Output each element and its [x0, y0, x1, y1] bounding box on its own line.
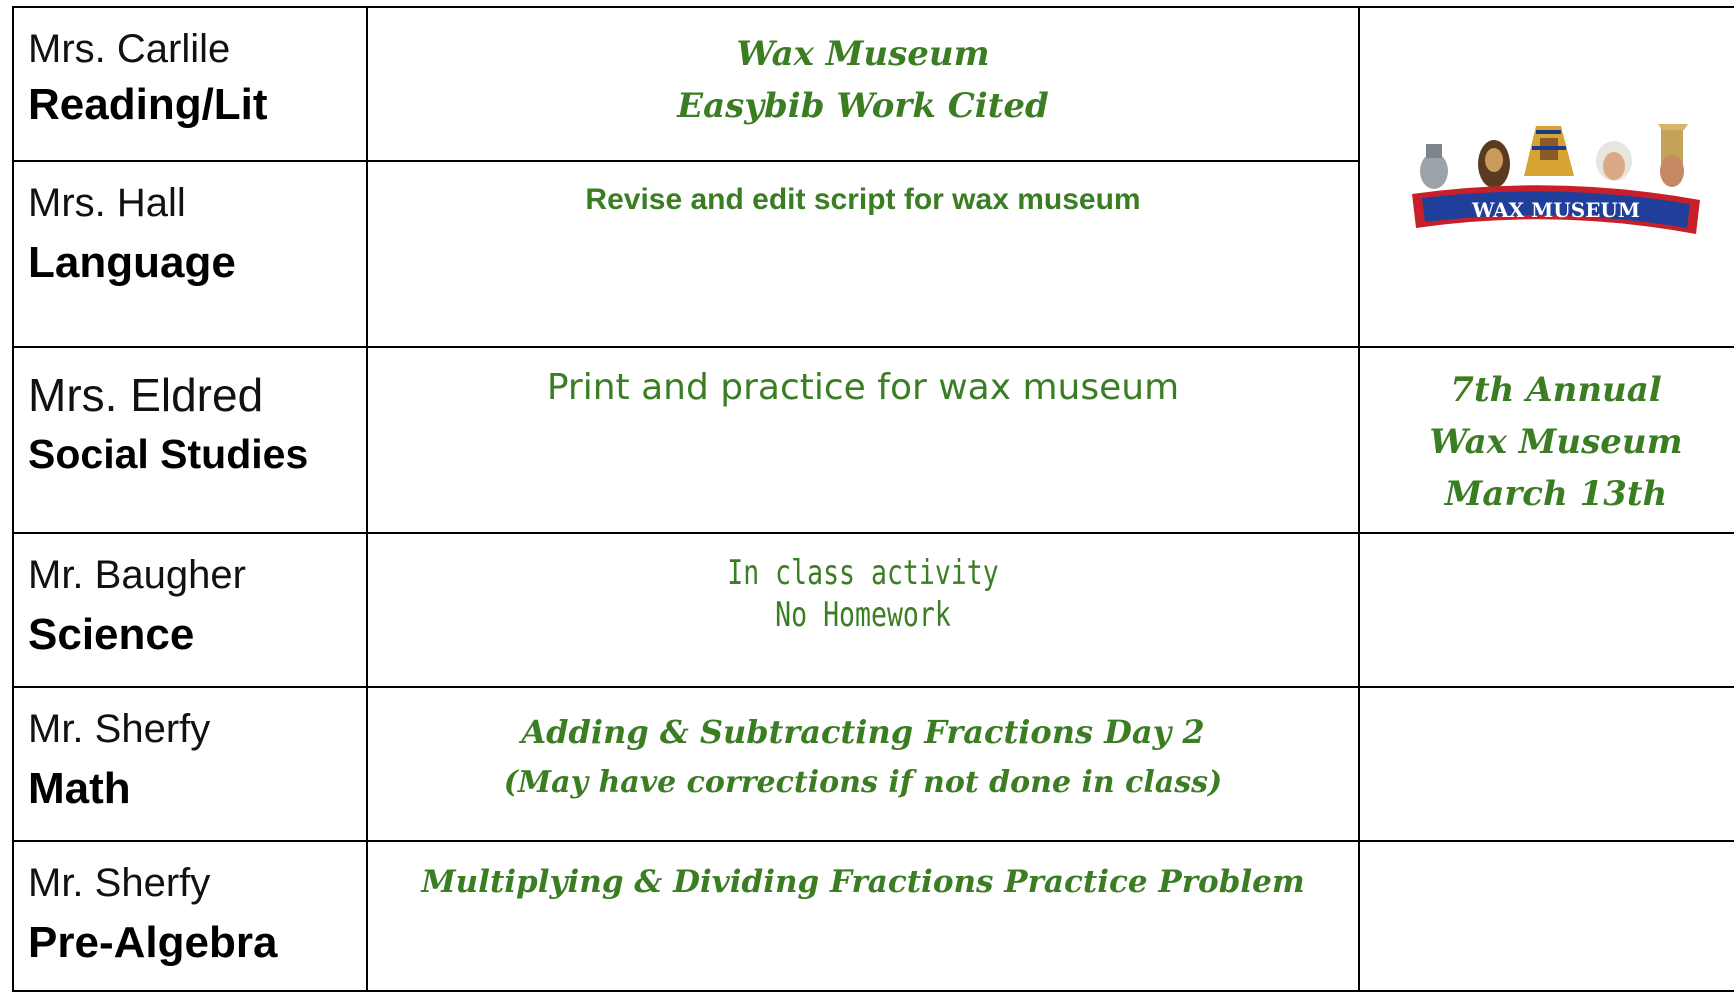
wax-museum-logo	[1406, 116, 1706, 256]
assignment-line: Easybib Work Cited	[677, 86, 1049, 126]
teacher-cell	[13, 841, 367, 991]
teacher-cell	[13, 7, 367, 161]
subject-name: Science	[28, 610, 195, 659]
teacher-name: Mr. Sherfy	[28, 707, 211, 751]
assignment-cell	[367, 533, 1359, 687]
teacher-name: Mrs. Carlile	[28, 27, 231, 71]
subject-name: Pre-Algebra	[28, 918, 278, 967]
teacher-name: Mrs. Eldred	[28, 369, 264, 421]
assignment-line: Print and practice for wax museum	[546, 367, 1180, 408]
teacher-cell	[13, 347, 367, 533]
assignment-line: Wax Museum	[736, 34, 990, 74]
empty-cell	[1359, 687, 1734, 841]
assignment-line: (May have corrections if not done in class)	[503, 765, 1223, 800]
assignment-line: No Homework	[775, 595, 951, 635]
assignment-line: Multiplying & Dividing Fractions Practice Problem	[421, 864, 1305, 900]
subject-name: Language	[28, 238, 236, 287]
teacher-cell	[13, 687, 367, 841]
teacher-cell	[13, 533, 367, 687]
homework-table	[12, 6, 1734, 992]
empty-cell	[1359, 841, 1734, 991]
assignment-cell	[367, 687, 1359, 841]
figures-icon	[1420, 124, 1688, 189]
logo-cell	[1359, 7, 1734, 347]
subject-name: Reading/Lit	[28, 80, 268, 129]
table-row	[13, 841, 1734, 991]
assignment-line: Revise and edit script for wax museum	[585, 183, 1141, 216]
subject-name: Social Studies	[28, 431, 309, 477]
event-line: Wax Museum	[1429, 422, 1683, 462]
subject-name: Math	[28, 764, 131, 813]
table-row	[13, 347, 1734, 533]
assignment-line: In class activity	[727, 553, 999, 593]
teacher-name: Mr. Baugher	[28, 553, 246, 597]
assignment-cell	[367, 7, 1359, 161]
event-cell	[1359, 347, 1734, 533]
table-row	[13, 687, 1734, 841]
assignment-cell	[367, 347, 1359, 533]
event-line: 7th Annual	[1450, 370, 1662, 410]
logo-banner-text: WAX MUSEUM	[1471, 198, 1641, 222]
event-line: March 13th	[1444, 474, 1668, 514]
table-row	[13, 533, 1734, 687]
teacher-name: Mrs. Hall	[28, 181, 186, 225]
assignment-line: Adding & Subtracting Fractions Day 2	[521, 713, 1205, 751]
assignment-cell	[367, 161, 1359, 347]
empty-cell	[1359, 533, 1734, 687]
teacher-cell	[13, 161, 367, 347]
teacher-name: Mr. Sherfy	[28, 861, 211, 905]
table-row	[13, 7, 1734, 161]
assignment-cell	[367, 841, 1359, 991]
